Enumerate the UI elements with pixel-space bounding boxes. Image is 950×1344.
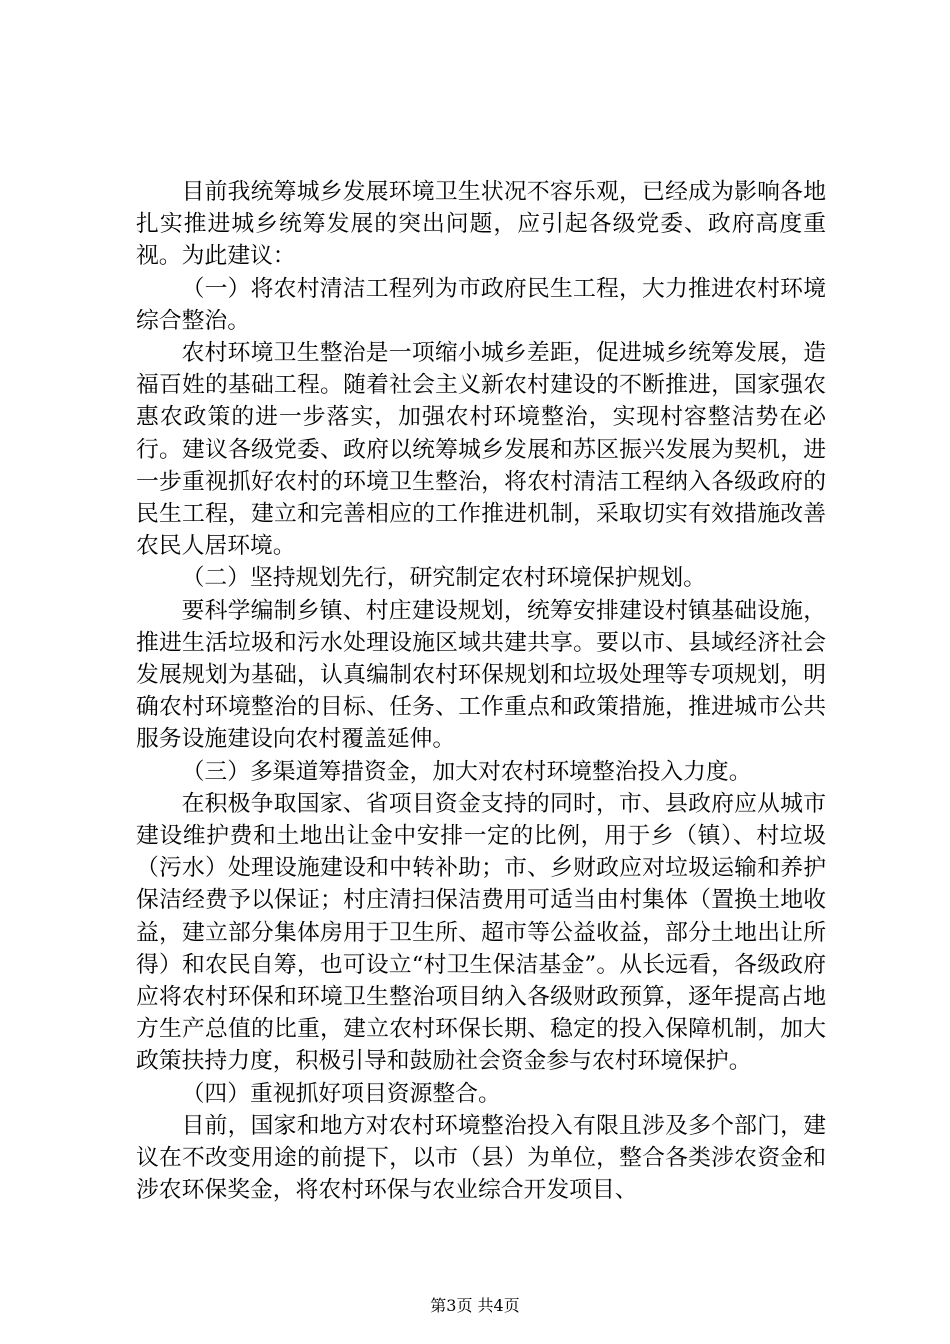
section-heading-4: （四）重视抓好项目资源整合。 (181, 1080, 501, 1107)
paragraph-section-2: 要科学编制乡镇、村庄建设规划，统筹安排建设村镇基础设施，推进生活垃圾和污水处理设施区域共建共享。要以市、县域经济社会发展规划为基础，认真编制农村环保规划和垃圾处理等专项规划，明确农村环境整治的目标、任务、工作重点和政策措施，推进城市公共服务设施建设向农村覆盖延伸。 (136, 597, 826, 753)
section-heading-1: （一）将农村清洁工程列为市政府民生工程，大力推进农村环境综合整治。 (136, 275, 826, 334)
paragraph-section-3: 在积极争取国家、省项目资金支持的同时，市、县政府应从城市建设维护费和土地出让金中安排一定的比例，用于乡（镇）、村垃圾（污水）处理设施建设和中转补助；市、乡财政应对垃圾运输和养护保洁经费予以保证；村庄清扫保洁费用可适当由村集体（置换土地收益，建立部分集体房用于卫生所、超市等公益收益，部分土地出让所得）和农民自筹，也可设立“村卫生保洁基金”。从长远看，各级政府应将农村环保和环境卫生整治项目纳入各级财政预算，逐年提高占地方生产总值的比重，建立农村环保长期、稳定的投入保障机制，加大政策扶持力度，积极引导和鼓励社会资金参与农村环境保护。 (136, 790, 826, 1075)
paragraph-section-4: 目前，国家和地方对农村环境整治投入有限且涉及多个部门，建议在不改变用途的前提下，以市（县）为单位，整合各类涉农资金和涉农环保奖金，将农村环保与农业综合开发项目、 (136, 1112, 826, 1204)
section-heading-3: （三）多渠道筹措资金，加大对农村环境整治投入力度。 (181, 758, 752, 785)
document-body (136, 176, 826, 1207)
paragraph-section-1: 农村环境卫生整治是一项缩小城乡差距，促进城乡统筹发展，造福百姓的基础工程。随着社会主义新农村建设的不断推进，国家强农惠农政策的进一步落实，加强农村环境整治，实现村容整洁势在必行。建议各级党委、政府以统筹城乡发展和苏区振兴发展为契机，进一步重视抓好农村的环境卫生整治，将农村清洁工程纳入各级政府的民生工程，建立和完善相应的工作推进机制，采取切实有效措施改善农民人居环境。 (136, 340, 826, 560)
section-heading-2: （二）坚持规划先行，研究制定农村环境保护规划。 (181, 565, 706, 592)
page-number-footer: 第3页 共4页 (430, 1296, 520, 1315)
paragraph-intro: 目前我统筹城乡发展环境卫生状况不容乐观，已经成为影响各地扎实推进城乡统筹发展的突出问题，应引起各级党委、政府高度重视。为此建议： (136, 179, 826, 270)
